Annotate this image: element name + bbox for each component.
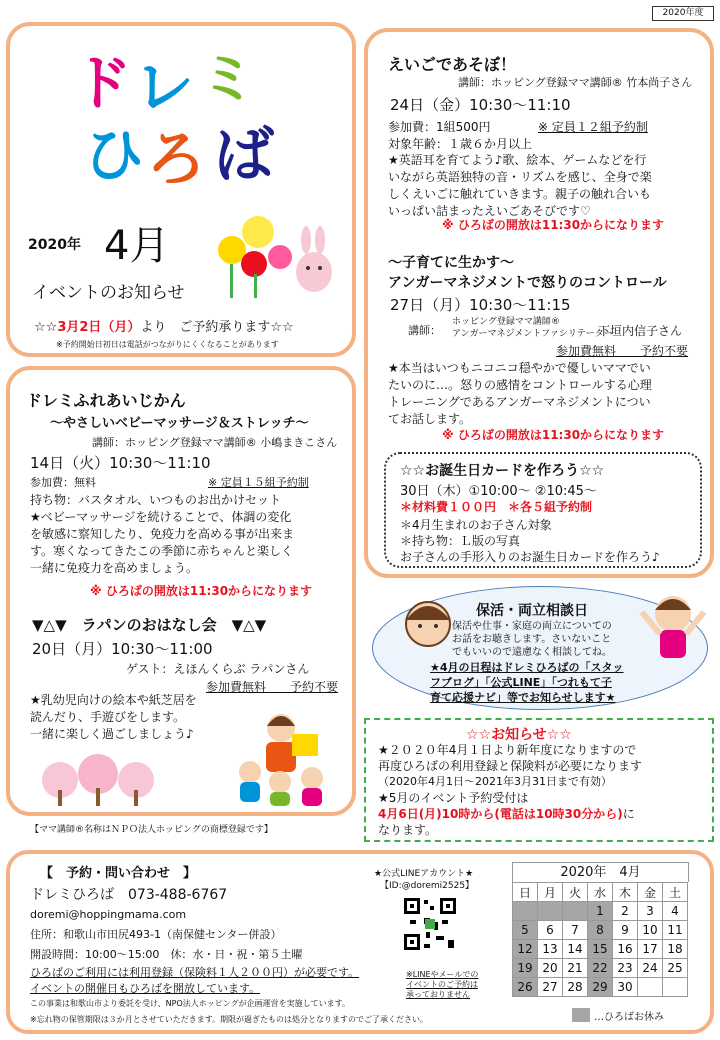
calendar-day: 14 xyxy=(563,940,588,959)
calendar-weekday-header: 火 xyxy=(563,883,588,902)
calendar-day: 3 xyxy=(638,902,663,921)
eigo-datetime: 24日（金）10:30～11:10 xyxy=(390,96,571,114)
rapan-body: ★乳幼児向けの絵本や紙芝居を 読んだり、手遊びをします。 一緒に楽しく過ごしましょう♪ xyxy=(30,693,197,741)
calendar-weekday-header: 土 xyxy=(663,883,688,902)
eigo-capacity: ※ 定員１２組予約制 xyxy=(538,120,648,134)
year-tag: 2020年度 xyxy=(652,6,714,21)
anger-lecturer-line2: アンガーマネジメントファシリテーター xyxy=(452,329,613,339)
qr-code-icon[interactable] xyxy=(402,896,458,952)
contact-email[interactable]: doremi@hoppingmama.com xyxy=(30,908,187,921)
calendar-day: 21 xyxy=(563,959,588,978)
eigo-fee: 参加費：1組500円 xyxy=(388,120,491,134)
calendar-day: 4 xyxy=(663,902,688,921)
fureai-fee: 参加費：無料 xyxy=(30,476,96,489)
logo: ド レ ミ ひ ろ ば xyxy=(72,47,274,195)
anger-notice: ※ ひろばの開放は11:30からになります xyxy=(442,428,665,442)
calendar-day xyxy=(663,978,688,997)
eigo-age: 対象年齢：１歳６か月以上 xyxy=(388,137,533,151)
calendar-day: 17 xyxy=(638,940,663,959)
birthday-line-2: ＊持ち物：Ｌ版の写真 xyxy=(400,534,521,548)
calendar-day: 19 xyxy=(513,959,538,978)
anger-body: ★本当はいつもニコニコ穏やかで優しいママでい たいのに…。怒りの感情をコントロールする心理 トレーニングであるアンガーマネジメントについ てお話します。 xyxy=(388,361,652,426)
calendar-weekday-header: 水 xyxy=(588,883,613,902)
calendar-day: 5 xyxy=(513,921,538,940)
birthday-title: ☆☆お誕生日カードを作ろう☆☆ xyxy=(400,463,605,479)
reserve-line: ☆☆3月2日（月）より ご予約承ります☆☆ xyxy=(34,320,294,335)
girl-thinking-illustration xyxy=(398,592,458,652)
calendar-weekday-header: 日 xyxy=(513,883,538,902)
rapan-fee: 参加費無料 予約不要 xyxy=(206,680,339,694)
header-year: 2020年 xyxy=(28,237,81,253)
birthday-line-1: ＊4月生まれのお子さん対象 xyxy=(400,518,552,532)
calendar-day: 2 xyxy=(613,902,638,921)
header-panel xyxy=(6,22,356,357)
anger-fee: 参加費無料 予約不要 xyxy=(556,344,689,358)
calendar-day: 8 xyxy=(588,921,613,940)
header-month: 4月 xyxy=(104,223,170,269)
calendar-day: 22 xyxy=(588,959,613,978)
calendar-day xyxy=(638,978,663,997)
anger-lecturer-line1: ホッピング登録ママ講師® xyxy=(452,317,560,327)
eigo-title: えいごであそぼ！ xyxy=(388,55,517,74)
calendar-day: 1 xyxy=(588,902,613,921)
right-events-panel xyxy=(364,28,714,578)
rapan-title: ▼△▼ ラパンのおはなし会 ▼△▼ xyxy=(32,616,267,634)
calendar-day xyxy=(513,902,538,921)
birthday-card-box xyxy=(384,452,702,568)
closed-legend-swatch xyxy=(572,1008,590,1022)
calendar-day: 26 xyxy=(513,978,538,997)
contact-title: 【 予約・問い合わせ 】 xyxy=(40,866,197,881)
fureai-title: ドレミふれあいじかん xyxy=(26,391,186,410)
fureai-body: 持ち物：バスタオル、いつものお出かけセット ★ベビーマッサージを続けることで、体調の変化 を敏感に察知したり、免疫力を高める事が出来ま す。寒くなってきたこの季節に赤ちゃんと楽しく 一緒に免疫力を高めましょう。 xyxy=(30,493,295,575)
fureai-subtitle: ～やさしいベビーマッサージ＆ストレッチ～ xyxy=(50,416,309,431)
calendar-day: 27 xyxy=(538,978,563,997)
info-lines: ★２０２０年4月１日より新年度になりますので 再度ひろばの利用登録と保険料が必要になります （2020年4月1日～2021年3月31日まで有効） ★5月のイベント予約受付は 4月6日(月)10時から(電話は10時30分から)に なります。 xyxy=(378,743,643,837)
calendar-day: 6 xyxy=(538,921,563,940)
calendar-weekday-header: 木 xyxy=(613,883,638,902)
birthday-fee: ＊材料費１００円 ＊各５組予約制 xyxy=(400,500,593,514)
eigo-notice: ※ ひろばの開放は11:30からになります xyxy=(442,218,665,232)
anger-title1: ～子育てに生かす～ xyxy=(388,255,514,271)
flower-bunny-illustration xyxy=(210,212,340,302)
calendar-day: 29 xyxy=(588,978,613,997)
eigo-body: ★英語耳を育てよう♪歌、絵本、ゲームなどを行 いながら英語独特の音・リズムを感じ、全身で楽 しくえいごに触れていきます。親子の触れ合いも いっぱい詰まったえいごあそびです♡ xyxy=(388,153,652,218)
calendar-day: 24 xyxy=(638,959,663,978)
calendar-day xyxy=(538,902,563,921)
rapan-guest: ゲスト：えほんくらぶ ラパンさん xyxy=(126,662,310,676)
calendar-day: 7 xyxy=(563,921,588,940)
birthday-datetime: 30日（木）①10:00～ ②10:45～ xyxy=(400,484,597,499)
line-note: ※LINEやメールでの イベントのご予約は 承っておりません xyxy=(406,970,479,999)
calendar-day: 16 xyxy=(613,940,638,959)
calendar-day: 18 xyxy=(663,940,688,959)
calendar-day: 23 xyxy=(613,959,638,978)
consult-body: 保活や仕事・家庭の両立についての お話をお聴きします。さいないこと でもいいので遠慮なく相談してね。 xyxy=(452,621,612,658)
consult-title: 保活・両立相談日 xyxy=(476,603,588,619)
anger-lecturer-name: 下垣内信子さん xyxy=(598,324,683,338)
calendar-weekday-header: 月 xyxy=(538,883,563,902)
info-box xyxy=(364,718,714,842)
calendar-day: 10 xyxy=(638,921,663,940)
contact-phone: ドレミひろば 073-488-6767 xyxy=(30,887,228,903)
calendar-title: 2020年 4月 xyxy=(512,862,689,882)
contact-note-1: この事業は和歌山市より委託を受け、NPO法人ホッピングが企画運営を実施しています。 xyxy=(30,999,350,1008)
anger-datetime: 27日（月）10:30～11:15 xyxy=(390,296,571,314)
trademark-note: 【ママ講師®名称はＮＰＯ法人ホッピングの商標登録です】 xyxy=(30,825,273,835)
info-title: ☆☆お知らせ☆☆ xyxy=(466,727,572,743)
header-subtitle: イベントのお知らせ xyxy=(32,283,185,303)
calendar-day: 13 xyxy=(538,940,563,959)
cherry-trees-illustration xyxy=(40,754,160,808)
anger-title2: アンガーマネジメントで怒りのコントロール xyxy=(388,275,667,291)
contact-hours: 開設時間：10:00～15:00 休：水・日・祝・第５土曜 xyxy=(30,948,303,961)
calendar-day: 12 xyxy=(513,940,538,959)
fureai-datetime: 14日（火）10:30～11:10 xyxy=(30,454,211,472)
anger-lecturer-label: 講師： xyxy=(408,324,441,337)
closed-legend-label: …ひろばお休み xyxy=(594,1012,664,1023)
contact-registration-2: イベントの開催日もひろばを開放しています。 xyxy=(30,982,261,995)
storytime-illustration xyxy=(226,698,336,808)
eigo-lecturer: 講師：ホッピング登録ママ講師® 竹本尚子さん xyxy=(458,76,693,89)
rapan-datetime: 20日（月）10:30～11:00 xyxy=(32,640,213,658)
calendar-day: 28 xyxy=(563,978,588,997)
contact-address: 住所：和歌山市田尻493-1（南保健センター併設） xyxy=(30,928,282,941)
calendar-day: 20 xyxy=(538,959,563,978)
calendar-day: 11 xyxy=(663,921,688,940)
line-account-label: ★公式LINEアカウント★ xyxy=(374,869,474,879)
calendar xyxy=(512,862,692,1023)
calendar-weekday-header: 金 xyxy=(638,883,663,902)
contact-registration-1: ひろばのご利用には利用登録（保険料１人２００円）が必要です。 xyxy=(30,966,360,979)
calendar-day: 30 xyxy=(613,978,638,997)
contact-note-2: ※忘れ物の保管期限は３か月とさせていただきます。期限が過ぎたものは処分となりますのでご了承ください。 xyxy=(30,1015,429,1024)
reserve-note: ※予約開始日初日は電話がつながりにくくなることがあります xyxy=(56,340,279,349)
birthday-line-3: お子さんの手形入りのお誕生日カードを作ろう♪ xyxy=(400,550,660,564)
fureai-notice: ※ ひろばの開放は11:30からになります xyxy=(90,584,313,598)
girl-cheering-illustration xyxy=(636,588,710,662)
calendar-grid xyxy=(512,882,688,997)
consult-schedule: ★4月の日程はドレミひろばの「スタッ フブログ」「公式LINE」「つれもて子 育て応援ナビ」等でお知らせします★ xyxy=(430,661,624,704)
calendar-day xyxy=(563,902,588,921)
line-account-id: 【ID:@doremi2525】 xyxy=(380,881,475,891)
calendar-day: 9 xyxy=(613,921,638,940)
calendar-day: 15 xyxy=(588,940,613,959)
fureai-capacity: ※ 定員１５組予約制 xyxy=(208,476,309,489)
fureai-lecturer: 講師：ホッピング登録ママ講師® 小嶋まきこさん xyxy=(92,436,338,449)
left-events-panel xyxy=(6,366,356,816)
calendar-day: 25 xyxy=(663,959,688,978)
